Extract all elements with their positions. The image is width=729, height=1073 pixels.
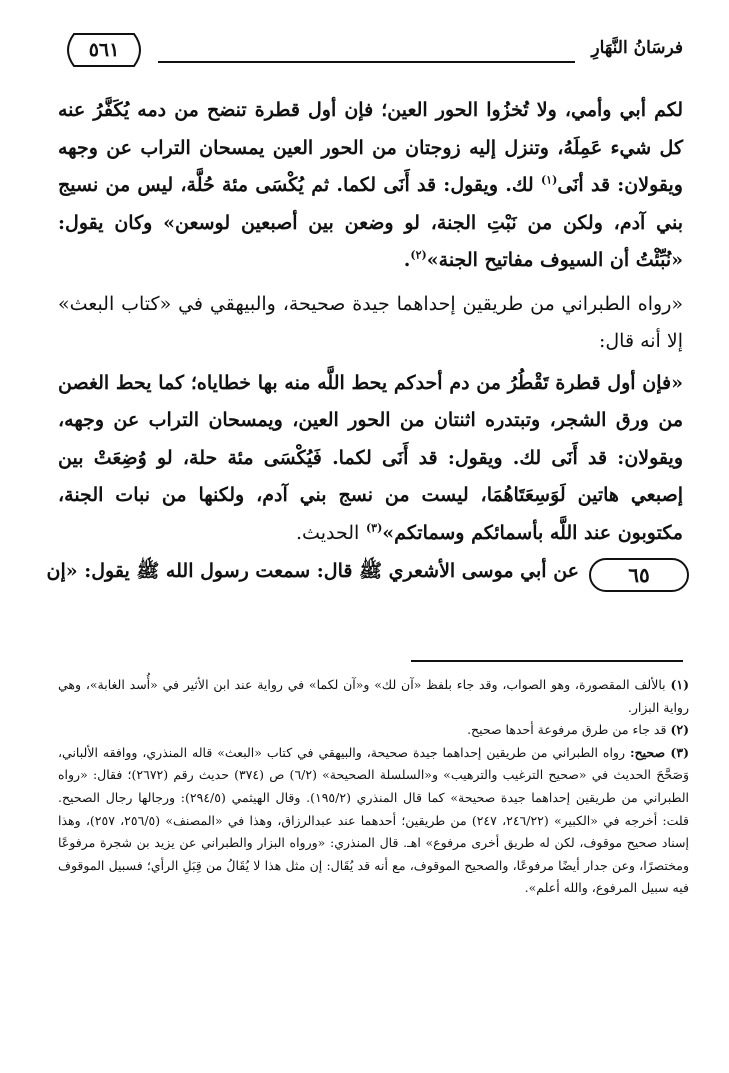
paragraph-text: لكم أبي وأمي، ولا تُخزُوا الحور العين؛ فإن أول قطرة تنضح من دمه يُكَفَّرُ عنه كل شيء عَمِلَهُ، وتنزل إليه زوجتان من الحور العين يمسحان التراب عن وجهه ويقولان: قد أنَى <box>58 99 683 196</box>
page-header <box>60 28 683 74</box>
footnote-label: (٣) صحيح: <box>629 744 689 760</box>
footnote-ref: (١) <box>540 173 558 187</box>
footnote-label: (١) <box>670 677 689 692</box>
page-number-frame <box>60 30 148 70</box>
footnote-1 <box>58 674 689 719</box>
hadith-heading <box>46 556 683 600</box>
paragraph-text: «فإن أول قطرة تَقْطُرُ من دم أحدكم يحط اللَّه منه بها خطاياه؛ كما يحط الغصن من ورق الشجر، وتبتدره اثنتان من الحور العين، ويمسحان التراب عن وجهه، ويقولان: قد أَنَى لك. ويقول: قد أَنَى لكما. فَيُكْسَى مئة حلة، لو وُضِعَتْ بين إصبعي هاتين لَوَسِعَتَاهُمَا، ليست من نسج بني آدم، ولكنها من نبات الجنة، مكتوبون عند اللَّه بأسمائكم وسماتكم» <box>58 371 683 544</box>
paragraph-narration: «رواه الطبراني من طريقين إحداهما جيدة صحيحة، والبيهقي في «كتاب البعث» إلا أنه قال: <box>58 292 683 352</box>
page-number: ٥٦١ <box>88 39 120 61</box>
main-text <box>46 92 683 600</box>
footnote-text: بالألف المقصورة، وهو الصواب، وقد جاء بلفظ «آن لك» و«آن لكما» في رواية عند ابن الأثير في «أُسد الغابة»، وهي رواية البزار. <box>58 677 689 715</box>
footnote-3 <box>58 742 689 900</box>
paragraph-text: . <box>403 249 411 271</box>
footnotes <box>58 674 689 900</box>
footnote-ref: (٢) <box>410 248 427 262</box>
footnote-label: (٢) <box>670 722 689 738</box>
hadith-opening: عن أبي موسى الأشعري ﷺ قال: سمعت رسول الله ﷺ يقول: «إن <box>46 560 579 582</box>
paragraph-quoted-hadith <box>58 365 683 553</box>
running-title: فرسَانُ النَّهَارِ <box>591 38 683 58</box>
hadith-number-badge: ٦٥ <box>589 558 689 592</box>
footnote-text: قد جاء من طرق مرفوعة أحدها صحيح. <box>467 722 667 738</box>
paragraph-hadith-text <box>58 92 683 280</box>
header-rule <box>158 61 575 63</box>
paragraph-text: الحديث. <box>296 521 360 544</box>
footnote-separator <box>411 660 683 662</box>
footnote-2 <box>58 719 689 742</box>
footnote-ref: (٣) <box>365 521 383 535</box>
paragraph-text: لك. ويقول: قد أَنَى لكما. ثم يُكْسَى مئة حُلَّة، ليس من نسيج بني آدم، ولكن من نَبْتِ الجنة، لو وضعن بين أصبعين لوسعن» وكان يقول: «نُبِّئْتُ أن السيوف مفاتيح الجنة» <box>58 174 683 271</box>
footnote-text: رواه الطبراني من طريقين إحداهما جيدة صحيحة، والبيهقي في كتاب «البعث» قاله المنذري، ووافقه الألباني، وَصَحَّحَ الحديث في «صحيح الترغيب والترهيب» و«السلسلة الصحيحة» (٦/٢) ص (٣٧٤) حديث رقم (٢٦٧٢)؛ فقال: «رواه الطبراني من طريقين إحداهما جيدة صحيحة» كما قال المنذري (١٩٥/٢). وقال الهيثمي (٢٩٤/٥): ورجالها رجال الصحيح. قلت: أخرجه في «الكبير» (٢٤٦/٢٢، ٢٤٧) من طريقين؛ أحدهما عند عبدالرزاق، وهذا في «المصنف» (٢٥٦/٥، ٢٥٧)، وهذا إسناد صحيح موقوف، لكن له طريق أخرى مرفوع» اهـ. قال المنذري: «ورواه البزار والطبراني عن يزيد بن شجرة مرفوعًا ومختصرًا، وعن جدار أيضًا مرفوعًا، والصحيح الموقوف، مع أنه قد يُقَال: إن مثل هذا لا يُقَالُ من قِبَلِ الرأي؛ فسبيل الموقوف فيه سبيل المرفوع، والله أعلم». <box>58 744 690 896</box>
